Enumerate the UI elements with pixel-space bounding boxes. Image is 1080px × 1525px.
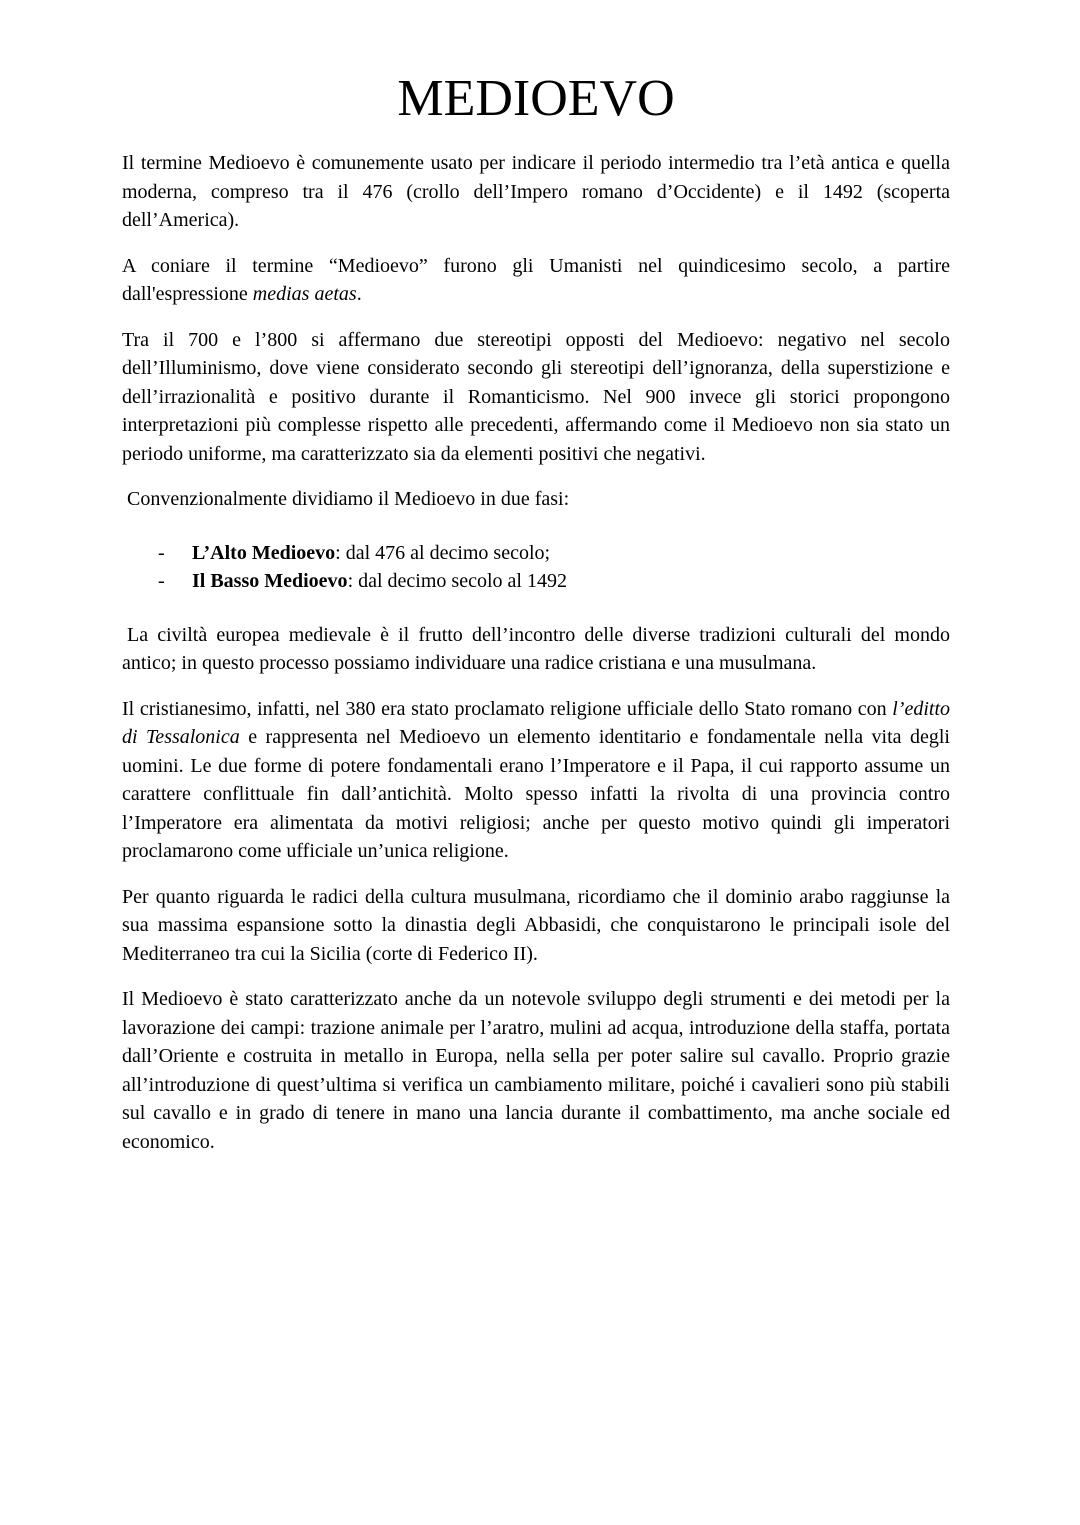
list-item — [122, 539, 950, 568]
text-run: Il Basso Medioevo — [192, 570, 348, 593]
text-run: L’Alto Medioevo — [192, 541, 336, 564]
bullet-list — [122, 539, 950, 596]
paragraph — [122, 985, 950, 1156]
text-run: Per quanto riguarda le radici della cultura musulmana, ricordiamo che il dominio arabo raggiunse la sua massima espansione sotto la dinastia degli Abbasidi, che conquistarono le principali isole del Mediterraneo tra cui la Sicilia (corte di Federico II). — [122, 885, 950, 965]
text-run: medias aetas — [252, 283, 357, 306]
page-title: MEDIOEVO — [397, 70, 675, 127]
text-run: Tra il 700 e l’800 si affermano due stereotipi opposti del Medioevo: negativo nel secolo dell’Illuminismo, dove viene considerato secondo gli stereotipi dell’ignoranza, della superstizione e dell’irrazionalità e positivo durante il Romanticismo. Nel 900 invece gli storici propongono interpretazioni più complesse rispetto alle precedenti, affermando come il Medioevo non sia stato un periodo uniforme, ma caratterizzato sia da elementi positivi che negativi. — [122, 328, 950, 465]
paragraph — [122, 695, 950, 866]
text-run: . — [356, 283, 362, 306]
text-run: : dal 476 al decimo secolo; — [335, 541, 551, 564]
dash-bullet-icon: - — [158, 570, 165, 593]
paragraph — [122, 485, 950, 514]
text-run: Il termine Medioevo è comunemente usato per indicare il periodo intermedio tra l’età antica e quella moderna, compreso tra il 476 (crollo dell’Impero romano d’Occidente) e il 1492 (scoperta dell’America). — [122, 152, 950, 232]
text-run: La civiltà europea medievale è il frutto dell’incontro delle diverse tradizioni culturali del mondo antico; in questo processo possiamo individuare una radice cristiana e una musulmana. — [122, 623, 950, 675]
text-run: Il cristianesimo, infatti, nel 380 era stato proclamato religione ufficiale dello Stato romano con — [122, 697, 893, 720]
text-run: A coniare il termine “Medioevo” furono gli Umanisti nel quindicesimo secolo, a partire dall'espressione — [122, 254, 950, 306]
list-item — [122, 567, 950, 596]
paragraph — [122, 149, 950, 235]
paragraph — [122, 621, 950, 678]
dash-bullet-icon: - — [158, 541, 165, 564]
paragraph — [122, 326, 950, 469]
list-item-text — [192, 567, 950, 596]
document-body — [122, 149, 950, 1156]
paragraph — [122, 883, 950, 969]
text-run: l’editto di Tessalonica — [122, 697, 950, 749]
text-run: Il Medioevo è stato caratterizzato anche da un notevole sviluppo degli strumenti e dei metodi per la lavorazione dei campi: trazione animale per l’aratro, mulini ad acqua, introduzione della staffa, portata dall’Oriente e costruita in metallo in Europa, nella sella per poter salire sul cavallo. Proprio grazie all’introduzione di quest’ultima si verifica un cambiamento militare, poiché i cavalieri sono più stabili sul cavallo e in grado di tenere in mano una lancia durante il combattimento, ma anche sociale ed economico. — [122, 988, 950, 1153]
list-item-text — [192, 539, 950, 568]
text-run: : dal decimo secolo al 1492 — [347, 570, 567, 593]
text-run: e rappresenta nel Medioevo un elemento identitario e fondamentale nella vita degli uomini. Le due forme di potere fondamentali erano l’Imperatore e il Papa, il cui rapporto assume un carattere conflittuale fin dall’antichità. Molto spesso infatti la rivolta di una provincia contro l’Imperatore era alimentata da motivi religiosi; anche per questo motivo quindi gli imperatori proclamarono come ufficiale un’unica religione. — [122, 726, 950, 863]
text-run: Convenzionalmente dividiamo il Medioevo in due fasi: — [127, 488, 570, 511]
paragraph — [122, 252, 950, 309]
